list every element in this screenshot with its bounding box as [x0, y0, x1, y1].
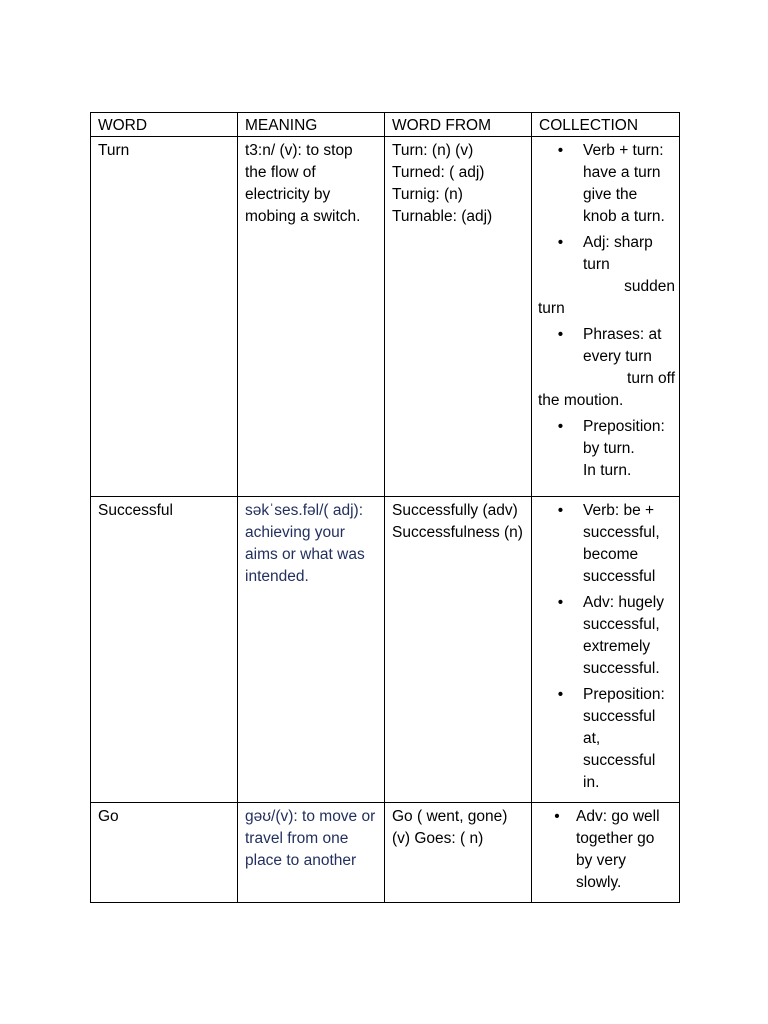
collocation-text: Adv: go well together go by very slowly.	[576, 808, 660, 891]
table-row	[91, 803, 680, 903]
collection-cell	[532, 803, 680, 903]
word-from-cell: Go ( went, gone)(v) Goes: ( n)	[385, 803, 532, 903]
bullet-icon: •	[557, 686, 564, 703]
collocation-text: Verb: be + successful, become successful	[583, 502, 660, 585]
meaning-cell: ɡəʊ/(v): to move or travel from one place to another	[238, 803, 385, 903]
word-form: Turned: ( adj)	[392, 164, 485, 181]
collocation-item	[538, 324, 675, 368]
collocation-continuation: the moution.	[538, 392, 624, 409]
collocation-item	[538, 684, 675, 794]
collocation-text: Preposition: successful at, successful in.	[583, 686, 665, 791]
header-word: WORD	[91, 113, 238, 137]
word-from-cell	[385, 497, 532, 803]
word-cell: Turn	[91, 137, 238, 497]
word-from-cell	[385, 137, 532, 497]
word-form: Successfully (adv)	[392, 502, 518, 519]
header-row	[91, 113, 680, 137]
word-form: Turnig: (n)	[392, 186, 463, 203]
collocation-item	[538, 592, 675, 680]
collocation-continuation: turn	[538, 300, 565, 317]
collection-cell	[532, 497, 680, 803]
collocation-item	[538, 806, 675, 894]
word-cell: Go	[91, 803, 238, 903]
header-word-from: WORD FROM	[385, 113, 532, 137]
bullet-icon: •	[557, 502, 564, 519]
meaning-cell: t3:n/ (v): to stop the flow of electricity by mobing a switch.	[238, 137, 385, 497]
collocation-text: Adj: sharp turn	[583, 234, 653, 273]
bullet-icon: •	[557, 594, 564, 611]
header-meaning: MEANING	[238, 113, 385, 137]
word-cell: Successful	[91, 497, 238, 803]
bullet-icon: •	[557, 234, 564, 251]
bullet-icon: •	[557, 326, 564, 343]
collocation-text: Verb + turn: have a turn give the knob a turn.	[583, 142, 665, 225]
collocation-item	[538, 140, 675, 228]
table-row	[91, 497, 680, 803]
collocation-continuation: turn off	[627, 370, 675, 387]
bullet-icon: •	[557, 418, 564, 435]
table-row	[91, 137, 680, 497]
collocation-text: Preposition: by turn.	[583, 418, 665, 457]
collocation-item	[538, 416, 675, 460]
word-form: Turnable: (adj)	[392, 208, 493, 225]
vocabulary-table	[90, 112, 680, 903]
word-form: Turn: (n) (v)	[392, 142, 474, 159]
collocation-text: Phrases: at every turn	[583, 326, 662, 365]
meaning-cell: səkˈses.fəl/( adj): achieving your aims or what was intended.	[238, 497, 385, 803]
collocation-continuation: In turn.	[583, 462, 632, 479]
bullet-icon: •	[557, 142, 564, 159]
collocation-item	[538, 232, 675, 276]
bullet-icon: •	[554, 808, 560, 825]
collocation-item	[538, 500, 675, 588]
header-collection: COLLECTION	[532, 113, 680, 137]
collection-cell	[532, 137, 680, 497]
word-form: Successfulness (n)	[392, 524, 523, 541]
collocation-text: Adv: hugely successful, extremely successful.	[583, 594, 664, 677]
collocation-continuation: sudden	[624, 278, 675, 295]
